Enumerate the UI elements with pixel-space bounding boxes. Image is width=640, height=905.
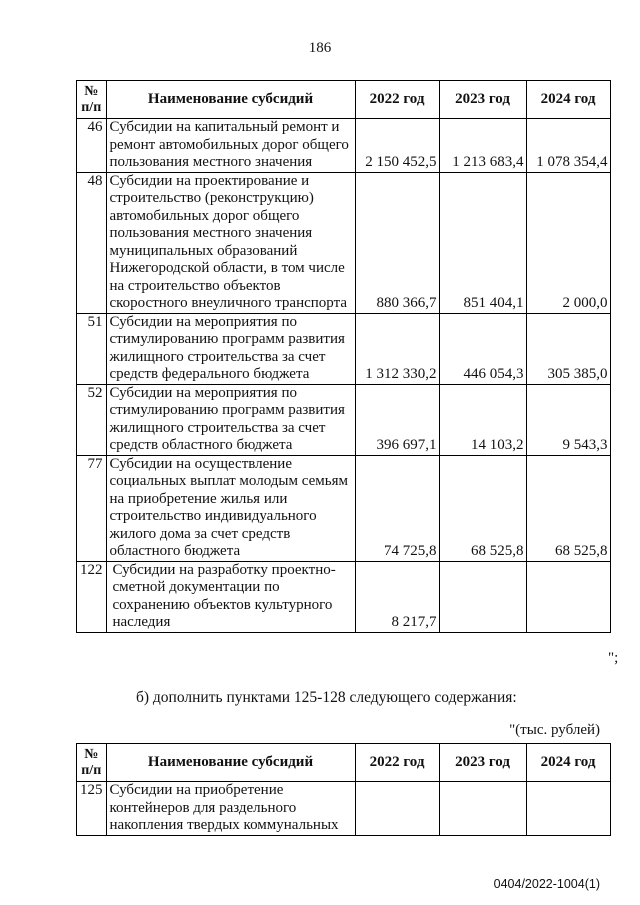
table-row [77, 384, 611, 455]
document-code: 0404/2022-1004(1) [493, 877, 600, 891]
table-row [77, 561, 611, 632]
closing-quote-mark: "; [608, 650, 619, 666]
row-num: 48 [77, 172, 107, 313]
row-num: 51 [77, 313, 107, 384]
row-name: Субсидии на капитальный ремонт и ремонт автомобильных дорог общего пользования местного значения [106, 119, 355, 173]
row-2022 [355, 782, 439, 836]
row-2022: 396 697,1 [355, 384, 439, 455]
table-header-row [77, 81, 611, 119]
header-2022: 2022 год [355, 81, 439, 119]
header-2023: 2023 год [439, 744, 526, 782]
row-2023: 1 213 683,4 [439, 119, 526, 173]
table-row [77, 313, 611, 384]
row-name: Субсидии на проектирование и строительство (реконструкцию) автомобильных дорог общего пользования местного значения муниципальных образований Нижегородской области, в том числе на строительство объектов скоростного внеуличного транспорта [106, 172, 355, 313]
table-row [77, 172, 611, 313]
row-2023: 14 103,2 [439, 384, 526, 455]
row-2022: 880 366,7 [355, 172, 439, 313]
header-name: Наименование субсидий [106, 81, 355, 119]
row-num: 125 [77, 782, 107, 836]
row-2024: 68 525,8 [526, 455, 610, 561]
header-2022: 2022 год [355, 744, 439, 782]
row-2024 [526, 561, 610, 632]
row-2023: 68 525,8 [439, 455, 526, 561]
table-row [77, 119, 611, 173]
row-name: Субсидии на разработку проектно-сметной документации по сохранению объектов культурного наследия [106, 561, 355, 632]
table-row [77, 455, 611, 561]
header-name: Наименование субсидий [106, 744, 355, 782]
header-num: № п/п [77, 744, 107, 782]
header-2024: 2024 год [526, 744, 610, 782]
row-name: Субсидии на мероприятия по стимулированию программ развития жилищного строительства за счет средств областного бюджета [106, 384, 355, 455]
row-num: 122 [77, 561, 107, 632]
subsidies-table-additions [76, 743, 611, 836]
row-2022: 8 217,7 [355, 561, 439, 632]
header-2023: 2023 год [439, 81, 526, 119]
header-num: № п/п [77, 81, 107, 119]
row-num: 46 [77, 119, 107, 173]
table-header-row [77, 744, 611, 782]
row-2022: 74 725,8 [355, 455, 439, 561]
header-2024: 2024 год [526, 81, 610, 119]
row-2023: 851 404,1 [439, 172, 526, 313]
row-num: 77 [77, 455, 107, 561]
subsidies-table [76, 80, 611, 633]
row-2023 [439, 782, 526, 836]
row-2024: 9 543,3 [526, 384, 610, 455]
units-note: "(тыс. рублей) [509, 722, 600, 738]
row-name: Субсидии на мероприятия по стимулированию программ развития жилищного строительства за счет средств федерального бюджета [106, 313, 355, 384]
row-name: Субсидии на осуществление социальных выплат молодым семьям на приобретение жилья или строительство индивидуального жилого дома за счет средств областного бюджета [106, 455, 355, 561]
row-2024: 305 385,0 [526, 313, 610, 384]
row-2022: 2 150 452,5 [355, 119, 439, 173]
row-2024 [526, 782, 610, 836]
row-2023: 446 054,3 [439, 313, 526, 384]
table-row [77, 782, 611, 836]
row-name: Субсидии на приобретение контейнеров для раздельного накопления твердых коммунальных [106, 782, 355, 836]
page-number: 186 [308, 40, 332, 56]
row-2022: 1 312 330,2 [355, 313, 439, 384]
row-2023 [439, 561, 526, 632]
row-2024: 1 078 354,4 [526, 119, 610, 173]
row-num: 52 [77, 384, 107, 455]
row-2024: 2 000,0 [526, 172, 610, 313]
amendment-text: б) дополнить пунктами 125-128 следующего содержания: [136, 689, 517, 706]
